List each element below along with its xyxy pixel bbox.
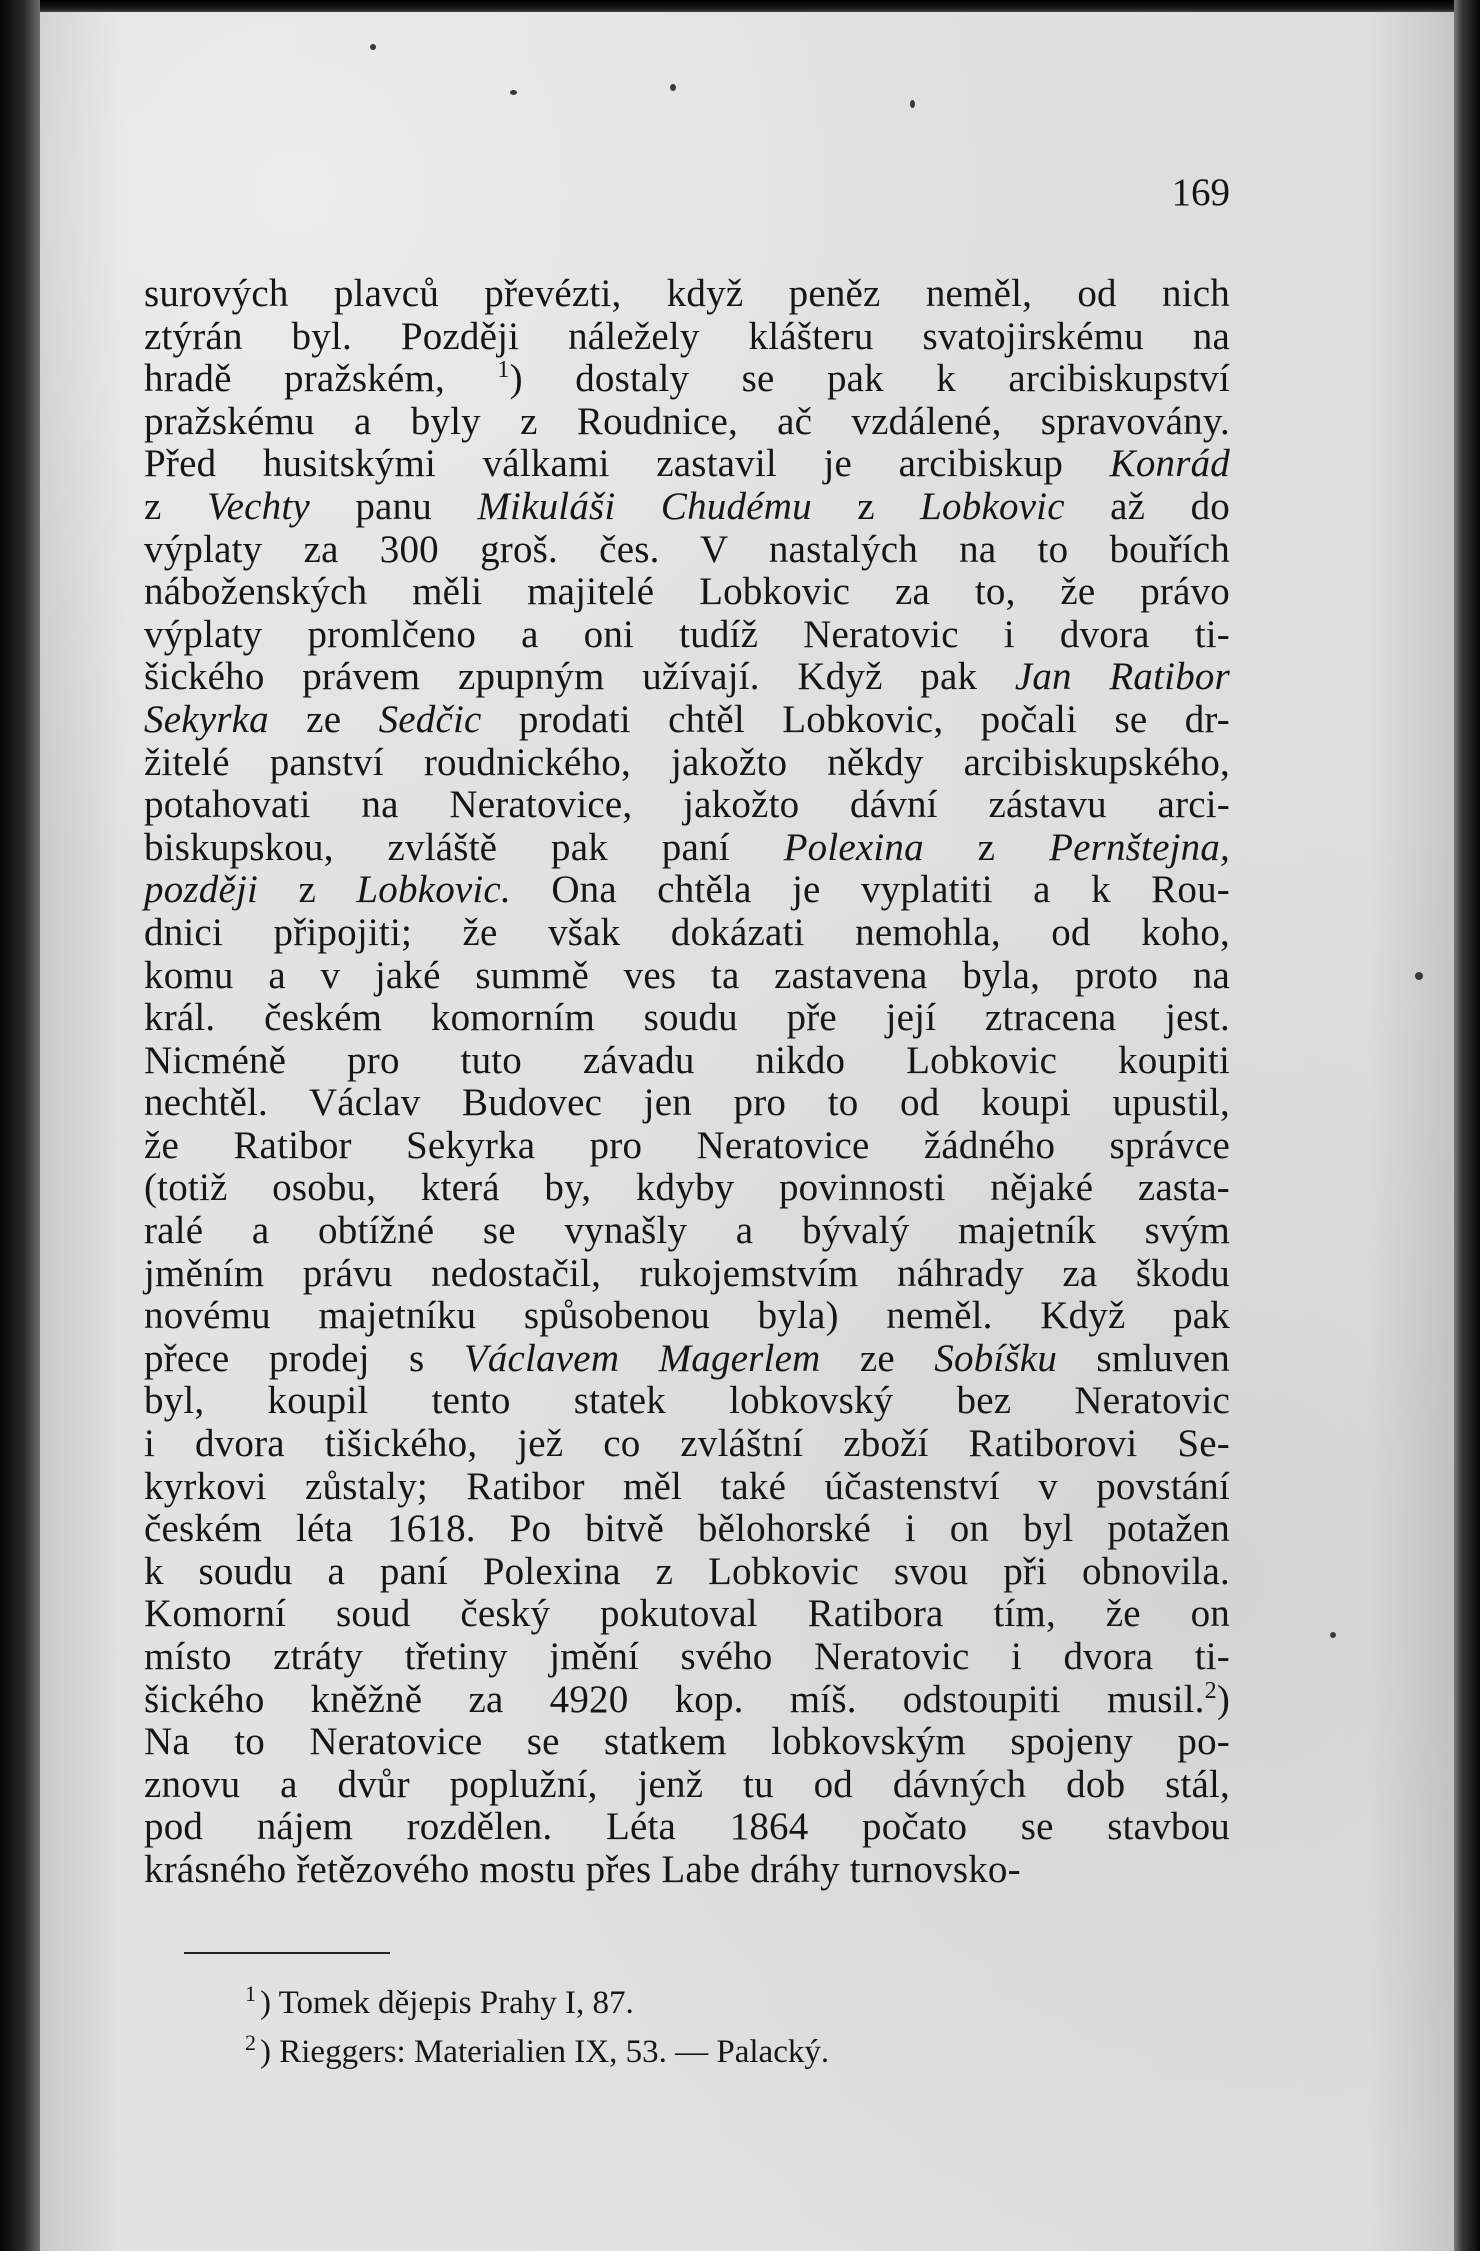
text-line <box>144 571 1230 614</box>
text-run: z <box>923 825 1050 869</box>
page-number: 169 <box>1171 171 1230 214</box>
text-run: přece prodej s <box>144 1336 464 1380</box>
text-line <box>144 869 1230 912</box>
footnote-ref: 2 <box>1204 1677 1217 1704</box>
text-line <box>144 486 1230 529</box>
text-line <box>144 529 1230 572</box>
text-line <box>144 1338 1230 1381</box>
text-run: nechtěl. Václav Budovec jen pro to od koupi upustil, <box>144 1081 1230 1125</box>
text-run: výplaty za 300 groš. čes. V nastalých na to bouřích <box>144 527 1230 571</box>
text-run: šického kněžně za 4920 kop. míš. odstoupiti musil. <box>144 1677 1205 1721</box>
text-run: jměním právu nedostačil, rukojemstvím náhrady za škodu <box>144 1251 1230 1295</box>
text-run: dnici připojiti; že však dokázati nemohla, od koho, <box>144 910 1230 954</box>
text-line <box>144 1593 1230 1636</box>
footnote-item <box>245 2023 829 2072</box>
text-line <box>144 1040 1230 1083</box>
text-run: znovu a dvůr poplužní, jenž tu od dávných dob stál, <box>144 1762 1230 1806</box>
text-run: Ona chtěla je vyplatiti a k Rou- <box>510 868 1230 912</box>
footnotes <box>245 1974 829 2072</box>
scan-border-right <box>1454 0 1480 2251</box>
italic-name: Vechty <box>206 484 310 528</box>
text-run: potahovati na Neratovice, jakožto dávní zástavu arci- <box>144 783 1230 827</box>
text-line <box>144 827 1230 870</box>
italic-name: Lobkovic. <box>356 868 511 912</box>
text-line <box>144 699 1230 742</box>
text-run: pod nájem rozdělen. Léta 1864 počato se stavbou <box>144 1805 1230 1849</box>
text-line <box>144 358 1230 401</box>
footnote-text: ) Tomek dějepis Prahy I, 87. <box>260 1985 634 2021</box>
text-run: ze <box>820 1336 935 1380</box>
text-run: pražskému a byly z Roudnice, ač vzdálené, spravovány. <box>144 399 1230 443</box>
print-speck <box>1415 972 1423 980</box>
footnote-text: ) Rieggers: Materialien IX, 53. — Palacký. <box>260 2034 830 2070</box>
italic-name: Lobkovic <box>920 484 1065 528</box>
text-run: smluven <box>1057 1336 1230 1380</box>
text-run: Před husitskými válkami zastavil je arcibiskup <box>144 442 1110 486</box>
text-run: Na to Neratovice se statkem lobkovským spojeny po- <box>144 1720 1230 1764</box>
text-run: z <box>258 868 357 912</box>
text-run: král. českém komorním soudu pře její ztracena jest. <box>144 996 1230 1040</box>
italic-name: Mikuláši Chudému <box>477 484 812 528</box>
text-run: i dvora tišického, jež co zvláštní zboží Ratiborovi Se- <box>144 1422 1230 1466</box>
text-run: kyrkovi zůstaly; Ratibor měl také účastenství v povstání <box>144 1464 1230 1508</box>
text-run: (totiž osobu, která by, kdyby povinnosti nějaké zasta- <box>144 1166 1230 1210</box>
italic-name: Sedčic <box>378 697 482 741</box>
text-line <box>144 656 1230 699</box>
text-run: ) <box>1216 1677 1230 1721</box>
text-line <box>144 1849 1230 1892</box>
print-speck <box>370 44 376 50</box>
text-line <box>144 443 1230 486</box>
footnote-ref: 1 <box>497 357 510 384</box>
text-run: komu a v jaké summě ves ta zastavena byla, proto na <box>144 953 1230 997</box>
text-run: z <box>811 484 921 528</box>
text-run: krásného řetězového mostu přes Labe dráhy turnovsko- <box>144 1847 1021 1891</box>
text-run: biskupskou, zvláště pak paní <box>144 825 784 869</box>
text-line <box>144 1721 1230 1764</box>
text-line <box>144 1082 1230 1125</box>
text-run: surových plavců převézti, když peněz neměl, od nich <box>144 272 1230 315</box>
text-run: ztýrán byl. Později náležely klášteru svatojirskému na <box>144 314 1230 358</box>
text-run: k soudu a paní Polexina z Lobkovic svou při obnovila. <box>144 1549 1230 1593</box>
text-run: Komorní soud český pokutoval Ratibora tím, že on <box>144 1592 1230 1636</box>
footnote-divider <box>184 1952 390 1954</box>
footnote-mark: 1 <box>245 1981 256 2006</box>
text-run: hradě pražském, <box>144 357 498 401</box>
text-run: byl, koupil tento statek lobkovský bez Neratovic <box>144 1379 1230 1423</box>
italic-name: Sekyrka <box>144 697 269 741</box>
text-run: ze <box>268 697 379 741</box>
text-line <box>144 1508 1230 1551</box>
text-run: šického právem zpupným užívají. Když pak <box>144 655 1015 699</box>
text-line <box>144 1253 1230 1296</box>
text-line <box>144 614 1230 657</box>
text-line <box>144 1679 1230 1722</box>
main-text <box>144 273 1230 1892</box>
text-line <box>144 1636 1230 1679</box>
scan-border-left <box>0 0 40 2251</box>
italic-name: Konrád <box>1109 442 1230 486</box>
print-speck <box>910 100 915 108</box>
text-line <box>144 784 1230 827</box>
italic-name: Václavem Magerlem <box>463 1336 821 1380</box>
text-run: panu <box>309 484 478 528</box>
text-run: ralé a obtížné se vynašly a bývalý majetník svým <box>144 1209 1230 1253</box>
footnote-item <box>245 1974 829 2023</box>
text-line <box>144 316 1230 359</box>
text-line <box>144 1295 1230 1338</box>
text-run: ) dostaly se pak k arcibiskupství <box>509 357 1230 401</box>
text-run: náboženských měli majitelé Lobkovic za to, že právo <box>144 570 1230 614</box>
italic-name: Jan Ratibor <box>1014 655 1230 699</box>
text-line <box>144 1764 1230 1807</box>
text-line <box>144 1806 1230 1849</box>
text-line <box>144 1551 1230 1594</box>
text-line <box>144 1466 1230 1509</box>
text-run: novému majetníku spůsobenou byla) neměl. Když pak <box>144 1294 1230 1338</box>
footnote-mark: 2 <box>245 2030 256 2055</box>
text-run: místo ztráty třetiny jmění svého Neratovic i dvora ti- <box>144 1635 1230 1678</box>
print-speck <box>1330 1632 1336 1638</box>
italic-name: později <box>144 868 259 912</box>
text-run: českém léta 1618. Po bitvě bělohorské i on byl potažen <box>144 1507 1230 1551</box>
text-line <box>144 1167 1230 1210</box>
text-line <box>144 401 1230 444</box>
text-run: žitelé panství roudnického, jakožto někdy arcibiskupského, <box>144 740 1230 784</box>
text-run: Nicméně pro tuto závadu nikdo Lobkovic koupiti <box>144 1038 1230 1082</box>
text-run: až do <box>1064 484 1230 528</box>
italic-name: Polexina <box>783 825 924 869</box>
text-line <box>144 912 1230 955</box>
text-line <box>144 742 1230 785</box>
italic-name: Pernštejna, <box>1049 825 1230 869</box>
text-line <box>144 997 1230 1040</box>
print-speck <box>510 90 517 95</box>
print-speck <box>670 84 676 91</box>
text-run: z <box>144 484 207 528</box>
text-line <box>144 1380 1230 1423</box>
text-line <box>144 1125 1230 1168</box>
text-run: že Ratibor Sekyrka pro Neratovice žádného správce <box>144 1123 1230 1167</box>
text-line <box>144 273 1230 316</box>
italic-name: Sobíšku <box>934 1336 1058 1380</box>
text-run: prodati chtěl Lobkovic, počali se dr- <box>481 697 1230 741</box>
text-run: výplaty promlčeno a oni tudíž Neratovic i dvora ti- <box>144 612 1230 656</box>
text-line <box>144 1423 1230 1466</box>
text-line <box>144 955 1230 998</box>
text-line <box>144 1210 1230 1253</box>
